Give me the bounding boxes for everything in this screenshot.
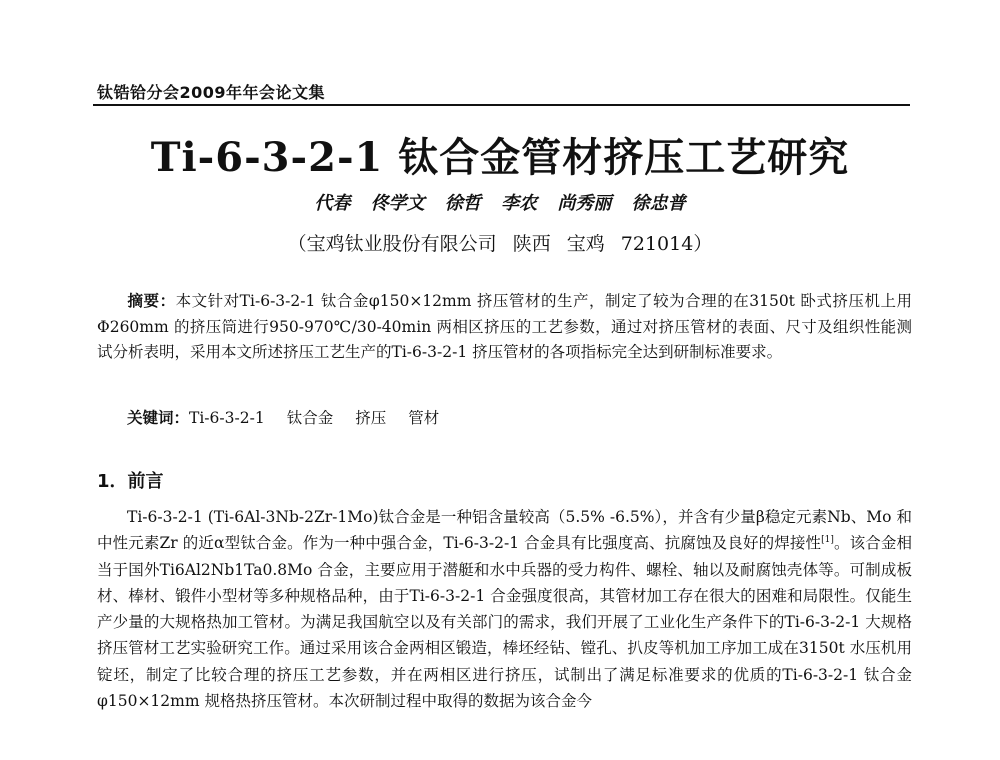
citation-ref: [1]	[821, 535, 834, 546]
abstract-label: 摘要：	[127, 291, 176, 310]
running-head: 钛锆铪分会2009年年会论文集	[97, 83, 326, 102]
section-heading: 1．前言	[97, 471, 164, 492]
keywords-label: 关键词：	[127, 408, 190, 427]
keyword: 挤压	[355, 409, 387, 427]
keyword: 管材	[408, 409, 440, 427]
keyword: Ti-6-3-2-1	[189, 409, 265, 427]
abstract-text: 本文针对Ti-6-3-2-1 钛合金φ150×12mm 挤压管材的生产，制定了较为合理的在3150t 卧式挤压机上用Φ260mm 的挤压筒进行950-970℃/30-40min 两相区挤压的工艺参数，通过对挤压管材的表面、尺寸及组织性能测试分析表明，采用本文所述挤压工艺生产的Ti-6-3-2-1 挤压管材的各项指标完全达到研制标准要求。	[97, 292, 912, 361]
abstract	[97, 288, 912, 366]
keyword: 钛合金	[286, 409, 334, 427]
body-text-part2: 。该合金相当于国外Ti6Al2Nb1Ta0.8Mo 合金，主要应用于潜艇和水中兵器的受力构件、螺栓、轴以及耐腐蚀壳体等。可制成板材、棒材、锻件小型材等多种规格品种，由于Ti-6-3-2-1 合金强度很高，其管材加工存在很大的困难和局限性。仅能生产少量的大规格热加工管材。为满足我国航空以及有关部门的需求，我们开展了工业化生产条件下的Ti-6-3-2-1 大规格挤压管材工艺实验研究工作。通过采用该合金两相区锻造，棒坯经钻、镗孔、扒皮等机加工序加工成在3150t 水压机用锭坯，制定了比较合理的挤压工艺参数，并在两相区进行挤压，试制出了满足标准要求的优质的Ti-6-3-2-1 钛合金φ150×12mm 规格热挤压管材。本次研制过程中取得的数据为该合金今	[97, 534, 912, 711]
paper-title: Ti-6-3-2-1 钛合金管材挤压工艺研究	[150, 134, 850, 181]
author-list: 代春 佟学文 徐哲 李农 尚秀丽 徐忠普	[314, 193, 686, 214]
header-rule	[93, 104, 910, 106]
affiliation: （宝鸡钛业股份有限公司 陕西 宝鸡 721014）	[287, 233, 713, 255]
body-text-part1: Ti-6-3-2-1 (Ti-6Al-3Nb-2Zr-1Mo)钛合金是一种铝含量较高（5.5% -6.5%），并含有少量β稳定元素Nb、Mo 和中性元素Zr 的近α型钛合金。作为一种中强合金，Ti-6-3-2-1 合金具有比强度高、抗腐蚀及良好的焊接性	[97, 508, 912, 553]
section-body	[97, 504, 912, 714]
keywords	[127, 406, 461, 428]
